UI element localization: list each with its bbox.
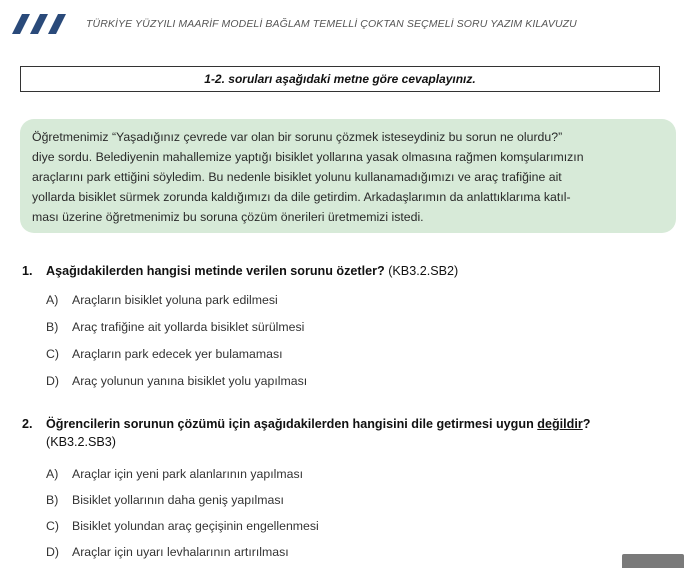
question-end: ? — [582, 417, 591, 431]
option-letter: C) — [46, 519, 59, 533]
option-2d[interactable] — [46, 545, 289, 559]
corner-tab[interactable] — [622, 554, 684, 568]
passage-line: diye sordu. Belediyenin mahallemize yaptığı bisiklet yollarına yasak olmasına rağmen komşularımızın — [32, 150, 584, 164]
option-letter: A) — [46, 467, 59, 481]
option-text: Araç trafiğine ait yollarda bisiklet sürülmesi — [72, 320, 305, 334]
option-letter: C) — [46, 347, 59, 361]
question-stem — [22, 415, 682, 433]
question-code: (KB3.2.SB3) — [46, 435, 116, 449]
header-title: TÜRKİYE YÜZYILI MAARİF MODELİ BAĞLAM TEMELLİ ÇOKTAN SEÇMELİ SORU YAZIM KILAVUZU — [86, 18, 577, 30]
question-1 — [22, 262, 682, 280]
passage-line: ması üzerine öğretmenimiz bu soruna çözüm önerileri üretmemizi istedi. — [32, 210, 424, 224]
question-code-line — [22, 433, 682, 451]
question-code: (KB3.2.SB2) — [384, 264, 459, 278]
option-1d[interactable] — [46, 374, 307, 388]
option-1c[interactable] — [46, 347, 283, 361]
option-letter: B) — [46, 320, 59, 334]
option-letter: D) — [46, 545, 59, 559]
question-number: 2. — [22, 417, 33, 431]
instruction-box — [20, 66, 660, 92]
option-letter: A) — [46, 293, 59, 307]
option-2b[interactable] — [46, 493, 284, 507]
reading-passage — [20, 119, 676, 233]
passage-line: yollarda bisiklet sürmek zorunda kaldığımızı da dile getirdim. Arkadaşlarımın da anlattıklarıma katıl- — [32, 190, 571, 204]
option-2a[interactable] — [46, 467, 303, 481]
option-text: Araçların bisiklet yoluna park edilmesi — [72, 293, 278, 307]
question-stem — [22, 262, 682, 280]
logo-slashes-icon — [6, 12, 76, 36]
option-letter: B) — [46, 493, 59, 507]
page-header — [6, 12, 666, 36]
instruction-text: 1-2. soruları aşağıdaki metne göre cevaplayınız. — [204, 72, 476, 86]
option-text: Araçlar için yeni park alanlarının yapılması — [72, 467, 304, 481]
question-emphasis: değildir — [537, 417, 583, 431]
question-text: Öğrencilerin sorunun çözümü için aşağıdakilerden hangisini dile getirmesi uygun — [46, 417, 538, 431]
option-letter: D) — [46, 374, 59, 388]
question-number: 1. — [22, 264, 33, 278]
option-2c[interactable] — [46, 519, 319, 533]
option-text: Araçlar için uyarı levhalarının artırılması — [72, 545, 289, 559]
option-1a[interactable] — [46, 293, 278, 307]
option-text: Araçların park edecek yer bulamaması — [72, 347, 283, 361]
question-2 — [22, 415, 682, 451]
passage-line: araçlarını park ettiğini söyledim. Bu nedenle bisiklet yolunu kullanamadığımızı ve araç trafiğine ait — [32, 170, 562, 184]
option-text: Bisiklet yollarının daha geniş yapılması — [72, 493, 284, 507]
passage-line: Öğretmenimiz “Yaşadığınız çevrede var olan bir sorunu çözmek isteseydiniz bu sorun ne olurdu?” — [32, 130, 563, 144]
option-1b[interactable] — [46, 320, 304, 334]
option-text: Bisiklet yolundan araç geçişinin engellenmesi — [72, 519, 319, 533]
question-text: Aşağıdakilerden hangisi metinde verilen sorunu özetler? — [46, 264, 385, 278]
option-text: Araç yolunun yanına bisiklet yolu yapılması — [72, 374, 308, 388]
